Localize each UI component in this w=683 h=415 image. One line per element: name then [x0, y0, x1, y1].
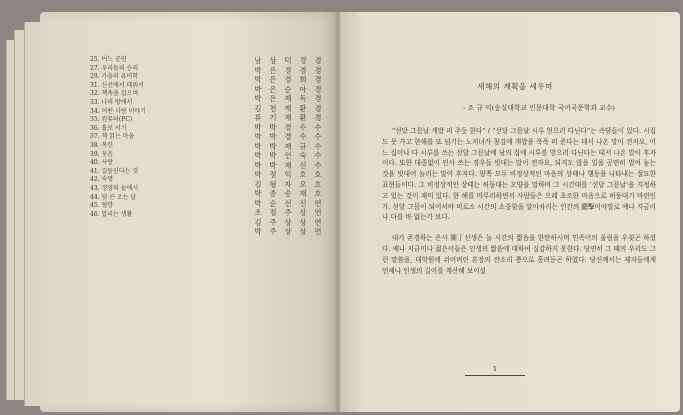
page-number: 1: [492, 365, 498, 373]
toc-item-title: 43. 정영의 놀에서: [90, 184, 139, 192]
toc-item-title: 41. 길들인다는 것: [90, 167, 139, 175]
toc-item-title: 38. 목련: [90, 141, 114, 149]
toc-item-title: 42. 숙명: [90, 176, 114, 184]
toc-item-title: 33. 나의 방에서: [90, 98, 133, 106]
toc-item-title: 35. 컴퓨터(PC): [90, 116, 133, 124]
article-author-line: - 조 규 익(숭실대학교 인문대학 국어국문학과 교수): [463, 104, 615, 112]
toc-author-column: 남 박 박 박 박 김 류 박 박 박 박 박 박 김 박 박 조 김 박: [254, 56, 262, 236]
page-number-rule: [465, 375, 525, 376]
toc-item-title: 34. 어떤 사랑 이야기: [90, 107, 146, 115]
toc-item-title: 39. 웃음: [90, 150, 114, 158]
table-of-contents: [90, 56, 322, 236]
toc-item-title: 45. 혈망: [90, 202, 114, 210]
toc-item-title: 25. 어느 공연: [90, 56, 127, 63]
book-gutter: [335, 12, 341, 412]
toc-item-title: 40. 사랑: [90, 159, 114, 167]
toc-item-title: 29. 가을의 유머학: [90, 73, 139, 81]
toc-item-title: 31. 신선에서 데뷔서: [90, 81, 144, 89]
toc-item-title: 32. 책속을 걸으며: [90, 90, 139, 98]
toc-item-title: 37. 책 읽는 마을: [90, 133, 135, 141]
article-body: [382, 126, 656, 286]
toc-author-column: 상 은 은 은 은 천 기 박 박 박 박 박 정 형 종 순 정 주 주: [269, 56, 277, 236]
toc-author-column: 경 경 희 아 독 환 환 수 수 규 숙 신 호 오 재 신 상 상 상: [299, 56, 307, 236]
article-paragraph: “섣달 그믐날 개밥 퍼 주듯 한다” / “섣달 그믐날 시루 얻으러 다닌다”는 속담들이 있다. 시집도 못 가고 한해를 또 넘기는 노처녀가 창김에 개밥을 푹푹 퍼 준다는 데서 나온 말이 전자요, 어느 집이나 다 시루를 쓰는 섣달 그믐날에 남의 집에 시루를 얻으러 다닌다는 데서 나온 말이 후자이다. 또한 대중없이 인사 쓰는 경우들 빗대는 말이 전자요, 되지도 않을 일을 공연히 벌여 놓는 것을 빗대어 놀리는 말이 후자다. 양쪽 모두 비정상적인 마음의 상태나 행동을 나타내는 절묘한 표현들이다. 그 비정상적인 상태는 허둥대는 모양을 말하며 그 시간대를 ‘섣달 그믐날’을 지정하고 있는 것이 재미 있다. 한 해를 마무리하면서 사람들은 으레 초조한 마음으로 허둥대기 마련인가. 섣달 그믐이 되어서야 비로소 시간의 소중함을 알아차리는 인간의 顯擊이야말로 예나 지금이나 다를 바 없는가 보다.: [382, 127, 657, 222]
article-title: 새해의 계획을 세우며: [477, 82, 553, 91]
article-paragraph: 내가 존경하는 은사 園丁선생은 늘 시간의 짧음을 한탄하시며 민족어의 울림을 우짖곤 하셨다. 예나 지금이나 젊은이들은 인생의 짧음에 대하여 실감하지 못한다. 당연히 그 때의 우리도 그런 말씀을, 대학원에 쉬어버린 혼장의 잔소리 쯤으로 흘려듣곤 하였다. 당신께서는 제자들에게 언제나 인생의 길이를 계산해 보이셨: [382, 234, 656, 275]
toc-author-column: 덕 경 경 순 제 재 재 경 경 제 인 재 익 자 송 선 주 상 상: [284, 56, 292, 236]
toc-item-title: 36. 흘로 서기: [90, 124, 127, 132]
toc-item-title: 44. 뒷 곤 오는 날: [90, 193, 137, 201]
toc-item-title: 46. 알리는 생활: [90, 210, 133, 218]
toc-author-column: 경 경 경 경 경 경 경 수 수 수 수 수 호 호 호 연 연 연 연: [314, 56, 322, 236]
toc-item-title: 27. 우리들의 승리: [90, 64, 139, 72]
